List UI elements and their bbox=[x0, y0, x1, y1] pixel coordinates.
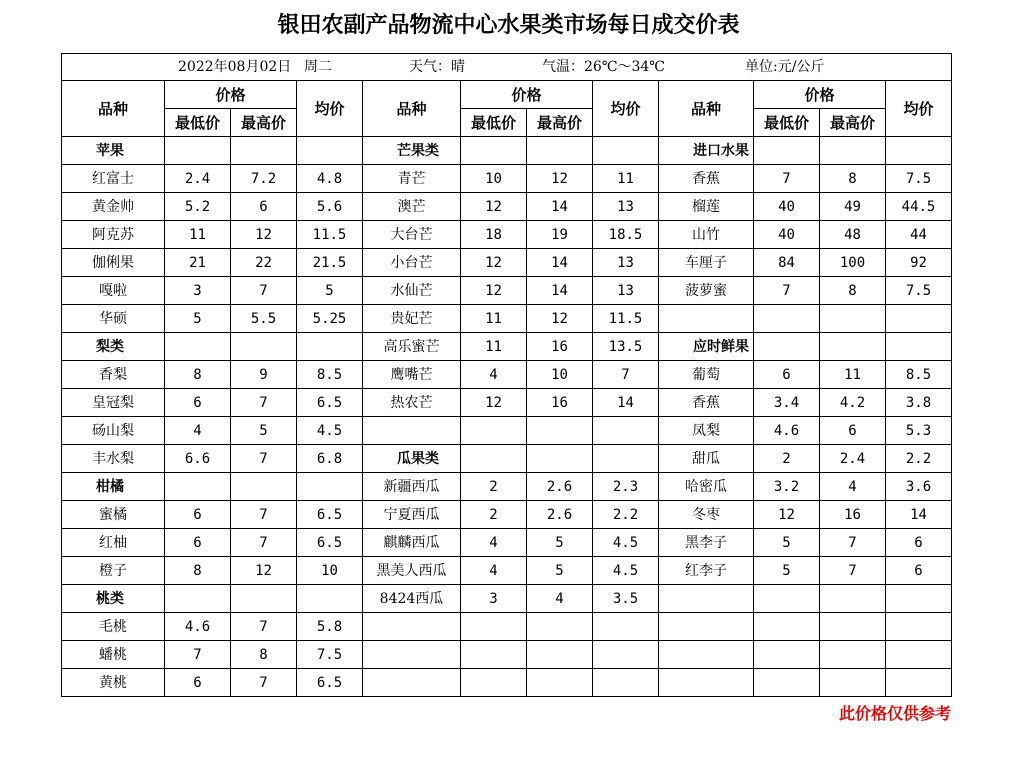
avg-cell bbox=[297, 137, 363, 165]
category-label: 苹果 bbox=[62, 137, 165, 165]
avg-cell: 13 bbox=[593, 249, 659, 277]
max-cell: 7 bbox=[231, 529, 297, 557]
avg-cell: 2.3 bbox=[593, 473, 659, 501]
min-cell bbox=[461, 445, 527, 473]
min-cell: 7 bbox=[165, 641, 231, 669]
category-label: 瓜果类 bbox=[363, 445, 461, 473]
min-cell bbox=[754, 585, 820, 613]
max-cell: 16 bbox=[820, 501, 886, 529]
min-cell: 10 bbox=[461, 165, 527, 193]
min-cell: 5 bbox=[754, 529, 820, 557]
max-cell: 4.2 bbox=[820, 389, 886, 417]
avg-cell: 5.8 bbox=[297, 613, 363, 641]
avg-cell: 10 bbox=[297, 557, 363, 585]
max-cell: 12 bbox=[231, 221, 297, 249]
avg-cell: 4.5 bbox=[593, 557, 659, 585]
max-cell: 6 bbox=[820, 417, 886, 445]
average-header: 均价 bbox=[886, 81, 952, 137]
max-cell: 10 bbox=[527, 361, 593, 389]
avg-cell bbox=[297, 585, 363, 613]
max-cell: 7 bbox=[820, 557, 886, 585]
min-cell: 12 bbox=[461, 277, 527, 305]
avg-cell bbox=[593, 445, 659, 473]
variety-header: 品种 bbox=[659, 81, 754, 137]
page-title: 银田农副产品物流中心水果类市场每日成交价表 bbox=[277, 12, 740, 38]
min-cell: 8 bbox=[165, 557, 231, 585]
min-cell: 40 bbox=[754, 193, 820, 221]
table-row bbox=[62, 137, 952, 165]
table-row bbox=[62, 361, 952, 389]
min-cell: 11 bbox=[165, 221, 231, 249]
min-cell: 3 bbox=[165, 277, 231, 305]
min-cell: 7 bbox=[754, 165, 820, 193]
avg-cell: 6.5 bbox=[297, 501, 363, 529]
variety-cell: 麒麟西瓜 bbox=[363, 529, 461, 557]
min-cell: 6 bbox=[165, 669, 231, 697]
min-cell bbox=[461, 669, 527, 697]
avg-cell bbox=[886, 305, 952, 333]
min-cell: 18 bbox=[461, 221, 527, 249]
max-cell: 2.6 bbox=[527, 473, 593, 501]
date-text: 2022年08月02日 bbox=[178, 59, 292, 75]
min-cell bbox=[165, 585, 231, 613]
max-cell: 12 bbox=[527, 165, 593, 193]
table-row bbox=[62, 445, 952, 473]
avg-cell bbox=[593, 417, 659, 445]
avg-cell: 11.5 bbox=[297, 221, 363, 249]
min-cell: 3.2 bbox=[754, 473, 820, 501]
max-cell bbox=[820, 613, 886, 641]
avg-cell: 6 bbox=[886, 557, 952, 585]
max-cell bbox=[820, 333, 886, 361]
variety-cell: 华硕 bbox=[62, 305, 165, 333]
max-cell bbox=[231, 585, 297, 613]
avg-cell bbox=[886, 585, 952, 613]
min-cell: 2.4 bbox=[165, 165, 231, 193]
price-header: 价格 bbox=[754, 81, 886, 109]
avg-cell bbox=[593, 669, 659, 697]
table-row bbox=[62, 473, 952, 501]
variety-cell: 黄金帅 bbox=[62, 193, 165, 221]
max-cell: 9 bbox=[231, 361, 297, 389]
avg-cell: 4.5 bbox=[297, 417, 363, 445]
category-label: 柑橘 bbox=[62, 473, 165, 501]
variety-cell bbox=[659, 613, 754, 641]
avg-cell: 7.5 bbox=[886, 277, 952, 305]
average-header: 均价 bbox=[593, 81, 659, 137]
variety-cell: 葡萄 bbox=[659, 361, 754, 389]
avg-cell: 14 bbox=[593, 389, 659, 417]
max-cell: 7 bbox=[231, 613, 297, 641]
min-cell bbox=[754, 613, 820, 641]
variety-cell: 菠萝蜜 bbox=[659, 277, 754, 305]
min-cell: 12 bbox=[461, 249, 527, 277]
weather-text: 天气：晴 bbox=[409, 59, 465, 75]
variety-cell: 香梨 bbox=[62, 361, 165, 389]
category-label: 进口水果 bbox=[659, 137, 754, 165]
max-cell: 19 bbox=[527, 221, 593, 249]
variety-cell: 榴莲 bbox=[659, 193, 754, 221]
variety-cell: 红富士 bbox=[62, 165, 165, 193]
variety-cell: 丰水梨 bbox=[62, 445, 165, 473]
min-cell: 6 bbox=[165, 389, 231, 417]
avg-cell: 7.5 bbox=[886, 165, 952, 193]
avg-cell bbox=[297, 473, 363, 501]
variety-cell: 香蕉 bbox=[659, 165, 754, 193]
min-cell: 3 bbox=[461, 585, 527, 613]
temperature-text: 气温：26℃～34℃ bbox=[542, 59, 665, 75]
info-cell bbox=[62, 54, 952, 81]
min-cell bbox=[165, 473, 231, 501]
max-cell bbox=[527, 417, 593, 445]
variety-cell: 橙子 bbox=[62, 557, 165, 585]
min-price-header: 最低价 bbox=[754, 109, 820, 137]
table-row bbox=[62, 389, 952, 417]
max-cell: 2.6 bbox=[527, 501, 593, 529]
max-cell: 14 bbox=[527, 193, 593, 221]
max-cell: 8 bbox=[820, 165, 886, 193]
min-cell: 12 bbox=[754, 501, 820, 529]
min-cell bbox=[754, 641, 820, 669]
max-cell: 16 bbox=[527, 333, 593, 361]
avg-cell bbox=[593, 641, 659, 669]
variety-cell bbox=[659, 641, 754, 669]
max-cell bbox=[820, 669, 886, 697]
max-cell: 8 bbox=[820, 277, 886, 305]
variety-cell: 高乐蜜芒 bbox=[363, 333, 461, 361]
max-cell: 8 bbox=[231, 641, 297, 669]
header-row-2 bbox=[62, 109, 952, 137]
average-header: 均价 bbox=[297, 81, 363, 137]
max-cell: 5 bbox=[527, 557, 593, 585]
variety-cell: 伽俐果 bbox=[62, 249, 165, 277]
category-label: 芒果类 bbox=[363, 137, 461, 165]
min-cell: 6 bbox=[754, 361, 820, 389]
min-cell: 4.6 bbox=[754, 417, 820, 445]
variety-cell: 红柚 bbox=[62, 529, 165, 557]
min-cell: 21 bbox=[165, 249, 231, 277]
min-cell: 4 bbox=[461, 529, 527, 557]
variety-cell: 鹰嘴芒 bbox=[363, 361, 461, 389]
variety-cell bbox=[659, 585, 754, 613]
min-cell bbox=[754, 669, 820, 697]
avg-cell: 8.5 bbox=[297, 361, 363, 389]
category-label: 应时鲜果 bbox=[659, 333, 754, 361]
price-header: 价格 bbox=[165, 81, 297, 109]
variety-cell bbox=[363, 417, 461, 445]
max-cell: 7 bbox=[820, 529, 886, 557]
max-cell: 5 bbox=[231, 417, 297, 445]
max-cell: 14 bbox=[527, 249, 593, 277]
variety-cell: 青芒 bbox=[363, 165, 461, 193]
avg-cell bbox=[886, 641, 952, 669]
max-cell bbox=[527, 641, 593, 669]
min-cell bbox=[165, 333, 231, 361]
max-cell: 5 bbox=[527, 529, 593, 557]
min-cell bbox=[461, 417, 527, 445]
max-cell: 7 bbox=[231, 389, 297, 417]
max-cell: 12 bbox=[527, 305, 593, 333]
avg-cell: 44 bbox=[886, 221, 952, 249]
max-cell: 4 bbox=[820, 473, 886, 501]
price-header: 价格 bbox=[461, 81, 593, 109]
variety-cell: 贵妃芒 bbox=[363, 305, 461, 333]
max-cell: 7 bbox=[231, 445, 297, 473]
avg-cell: 11 bbox=[593, 165, 659, 193]
min-cell: 5 bbox=[165, 305, 231, 333]
avg-cell: 5.3 bbox=[886, 417, 952, 445]
variety-cell: 哈密瓜 bbox=[659, 473, 754, 501]
avg-cell: 4.8 bbox=[297, 165, 363, 193]
avg-cell: 2.2 bbox=[593, 501, 659, 529]
price-note: 此价格仅供参考 bbox=[838, 704, 951, 723]
max-cell bbox=[527, 669, 593, 697]
max-cell: 7.2 bbox=[231, 165, 297, 193]
min-cell: 4.6 bbox=[165, 613, 231, 641]
min-cell: 4 bbox=[461, 361, 527, 389]
avg-cell: 13.5 bbox=[593, 333, 659, 361]
min-cell bbox=[461, 641, 527, 669]
table-row bbox=[62, 613, 952, 641]
max-price-header: 最高价 bbox=[231, 109, 297, 137]
min-price-header: 最低价 bbox=[165, 109, 231, 137]
max-cell: 7 bbox=[231, 277, 297, 305]
avg-cell: 2.2 bbox=[886, 445, 952, 473]
category-label: 桃类 bbox=[62, 585, 165, 613]
table-row bbox=[62, 277, 952, 305]
variety-cell: 小台芒 bbox=[363, 249, 461, 277]
variety-cell: 皇冠梨 bbox=[62, 389, 165, 417]
min-cell: 6 bbox=[165, 501, 231, 529]
avg-cell: 3.6 bbox=[886, 473, 952, 501]
max-cell: 7 bbox=[231, 669, 297, 697]
variety-cell bbox=[363, 613, 461, 641]
avg-cell bbox=[593, 613, 659, 641]
table-row bbox=[62, 669, 952, 697]
avg-cell: 3.5 bbox=[593, 585, 659, 613]
variety-cell: 蟠桃 bbox=[62, 641, 165, 669]
min-cell: 12 bbox=[461, 389, 527, 417]
avg-cell: 7 bbox=[593, 361, 659, 389]
avg-cell: 6.5 bbox=[297, 529, 363, 557]
avg-cell: 7.5 bbox=[297, 641, 363, 669]
table-row bbox=[62, 501, 952, 529]
max-cell bbox=[820, 641, 886, 669]
avg-cell: 44.5 bbox=[886, 193, 952, 221]
table-row bbox=[62, 165, 952, 193]
category-label: 梨类 bbox=[62, 333, 165, 361]
variety-header: 品种 bbox=[62, 81, 165, 137]
variety-cell: 新疆西瓜 bbox=[363, 473, 461, 501]
table-row bbox=[62, 333, 952, 361]
avg-cell: 18.5 bbox=[593, 221, 659, 249]
variety-cell: 8424西瓜 bbox=[363, 585, 461, 613]
table-row bbox=[62, 249, 952, 277]
min-cell bbox=[754, 333, 820, 361]
avg-cell bbox=[886, 613, 952, 641]
max-cell bbox=[820, 585, 886, 613]
max-cell bbox=[820, 137, 886, 165]
weekday-text: 周二 bbox=[304, 59, 332, 75]
variety-cell: 水仙芒 bbox=[363, 277, 461, 305]
min-cell bbox=[165, 137, 231, 165]
avg-cell bbox=[886, 137, 952, 165]
table-row bbox=[62, 585, 952, 613]
max-price-header: 最高价 bbox=[820, 109, 886, 137]
variety-cell: 宁夏西瓜 bbox=[363, 501, 461, 529]
min-cell: 7 bbox=[754, 277, 820, 305]
variety-cell: 毛桃 bbox=[62, 613, 165, 641]
avg-cell: 13 bbox=[593, 193, 659, 221]
avg-cell: 5.25 bbox=[297, 305, 363, 333]
avg-cell: 6.5 bbox=[297, 389, 363, 417]
variety-header: 品种 bbox=[363, 81, 461, 137]
min-cell: 8 bbox=[165, 361, 231, 389]
table-row bbox=[62, 529, 952, 557]
avg-cell bbox=[886, 333, 952, 361]
min-cell: 84 bbox=[754, 249, 820, 277]
variety-cell: 砀山梨 bbox=[62, 417, 165, 445]
max-cell: 16 bbox=[527, 389, 593, 417]
max-price-header: 最高价 bbox=[527, 109, 593, 137]
min-price-header: 最低价 bbox=[461, 109, 527, 137]
avg-cell: 13 bbox=[593, 277, 659, 305]
min-cell: 11 bbox=[461, 305, 527, 333]
avg-cell: 6.5 bbox=[297, 669, 363, 697]
variety-cell: 澳芒 bbox=[363, 193, 461, 221]
variety-cell bbox=[363, 669, 461, 697]
avg-cell: 14 bbox=[886, 501, 952, 529]
table-row bbox=[62, 221, 952, 249]
max-cell: 12 bbox=[231, 557, 297, 585]
max-cell: 4 bbox=[527, 585, 593, 613]
variety-cell: 黑李子 bbox=[659, 529, 754, 557]
avg-cell bbox=[886, 669, 952, 697]
min-cell: 2 bbox=[754, 445, 820, 473]
min-cell: 6.6 bbox=[165, 445, 231, 473]
variety-cell: 阿克苏 bbox=[62, 221, 165, 249]
max-cell bbox=[231, 473, 297, 501]
table-row bbox=[62, 305, 952, 333]
max-cell: 100 bbox=[820, 249, 886, 277]
max-cell: 5.5 bbox=[231, 305, 297, 333]
variety-cell: 嘎啦 bbox=[62, 277, 165, 305]
min-cell bbox=[754, 137, 820, 165]
max-cell: 14 bbox=[527, 277, 593, 305]
variety-cell: 热农芒 bbox=[363, 389, 461, 417]
min-cell: 11 bbox=[461, 333, 527, 361]
min-cell: 4 bbox=[165, 417, 231, 445]
max-cell bbox=[820, 305, 886, 333]
min-cell: 12 bbox=[461, 193, 527, 221]
max-cell: 11 bbox=[820, 361, 886, 389]
max-cell: 22 bbox=[231, 249, 297, 277]
table-row bbox=[62, 417, 952, 445]
variety-cell: 香蕉 bbox=[659, 389, 754, 417]
avg-cell: 6.8 bbox=[297, 445, 363, 473]
unit-text: 单位:元/公斤 bbox=[745, 59, 825, 75]
min-cell: 3.4 bbox=[754, 389, 820, 417]
variety-cell: 蜜橘 bbox=[62, 501, 165, 529]
info-row bbox=[62, 54, 952, 81]
variety-cell: 甜瓜 bbox=[659, 445, 754, 473]
avg-cell bbox=[593, 137, 659, 165]
avg-cell: 92 bbox=[886, 249, 952, 277]
avg-cell: 5 bbox=[297, 277, 363, 305]
variety-cell bbox=[659, 669, 754, 697]
max-cell bbox=[231, 137, 297, 165]
avg-cell: 21.5 bbox=[297, 249, 363, 277]
variety-cell: 山竹 bbox=[659, 221, 754, 249]
table-row bbox=[62, 557, 952, 585]
variety-cell: 黑美人西瓜 bbox=[363, 557, 461, 585]
avg-cell: 4.5 bbox=[593, 529, 659, 557]
max-cell bbox=[527, 445, 593, 473]
avg-cell: 5.6 bbox=[297, 193, 363, 221]
min-cell: 6 bbox=[165, 529, 231, 557]
header-row-1 bbox=[62, 81, 952, 109]
min-cell: 4 bbox=[461, 557, 527, 585]
min-cell: 2 bbox=[461, 501, 527, 529]
min-cell bbox=[754, 305, 820, 333]
table-row bbox=[62, 641, 952, 669]
max-cell: 6 bbox=[231, 193, 297, 221]
max-cell: 2.4 bbox=[820, 445, 886, 473]
max-cell: 48 bbox=[820, 221, 886, 249]
variety-cell: 红李子 bbox=[659, 557, 754, 585]
avg-cell bbox=[297, 333, 363, 361]
avg-cell: 6 bbox=[886, 529, 952, 557]
variety-cell: 冬枣 bbox=[659, 501, 754, 529]
min-cell bbox=[461, 137, 527, 165]
table-row bbox=[62, 193, 952, 221]
min-cell: 40 bbox=[754, 221, 820, 249]
max-cell bbox=[231, 333, 297, 361]
avg-cell: 8.5 bbox=[886, 361, 952, 389]
min-cell: 5.2 bbox=[165, 193, 231, 221]
variety-cell: 凤梨 bbox=[659, 417, 754, 445]
max-cell: 7 bbox=[231, 501, 297, 529]
variety-cell: 车厘子 bbox=[659, 249, 754, 277]
avg-cell: 3.8 bbox=[886, 389, 952, 417]
max-cell bbox=[527, 137, 593, 165]
min-cell bbox=[461, 613, 527, 641]
variety-cell bbox=[659, 305, 754, 333]
avg-cell: 11.5 bbox=[593, 305, 659, 333]
min-cell: 2 bbox=[461, 473, 527, 501]
max-cell: 49 bbox=[820, 193, 886, 221]
variety-cell: 大台芒 bbox=[363, 221, 461, 249]
variety-cell bbox=[363, 641, 461, 669]
min-cell: 5 bbox=[754, 557, 820, 585]
variety-cell: 黄桃 bbox=[62, 669, 165, 697]
max-cell bbox=[527, 613, 593, 641]
price-table bbox=[61, 53, 952, 697]
